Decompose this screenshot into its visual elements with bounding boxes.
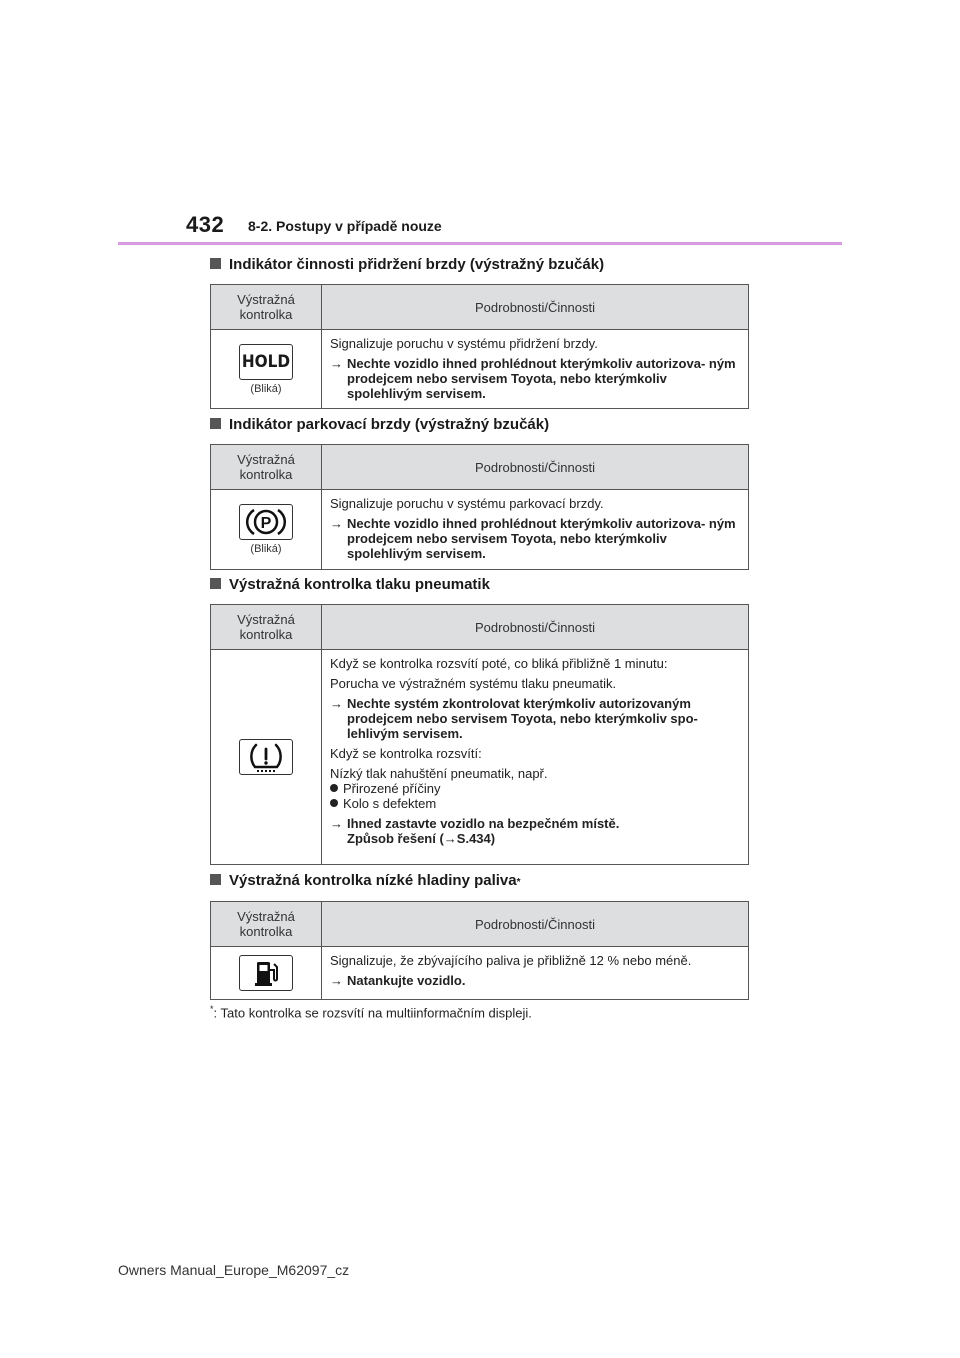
- page-reference-link[interactable]: S.434: [456, 831, 491, 846]
- table-header: [211, 605, 748, 650]
- description-text: Signalizuje poruchu v systému parkovací brzdy.: [330, 496, 604, 511]
- footer-text: Owners Manual_Europe_M62097_cz: [118, 1262, 350, 1278]
- action-text: Nechte vozidlo ihned prohlédnout kterýmkoliv autorizova- ným prodejcem nebo servisem Toyota, nebo kterýmkoliv spolehlivým servisem.: [347, 516, 736, 561]
- action-text: Natankujte vozidlo.: [347, 973, 466, 988]
- header-rule: [118, 242, 842, 245]
- square-bullet-icon: [210, 418, 221, 429]
- hold-icon-text: HOLD: [241, 351, 291, 372]
- solution-suffix: ): [490, 831, 496, 846]
- warning-table-parking: [210, 444, 749, 570]
- footnote-mark: *: [210, 1004, 214, 1014]
- table-row: [211, 947, 748, 999]
- action-line: [330, 356, 742, 401]
- square-bullet-icon: [210, 258, 221, 269]
- action-line: [330, 816, 742, 846]
- action-text: Nechte systém zkontrolovat kterýmkoliv autorizovaným prodejcem nebo servisem Toyota, nebo kterýmkoliv spo- lehlivým servisem.: [347, 696, 698, 741]
- arrow-icon: →: [443, 831, 457, 846]
- icon-caption: (Bliká): [250, 382, 282, 395]
- details-cell: [322, 650, 748, 864]
- parking-brake-svg: [245, 506, 287, 538]
- table-header: [211, 902, 748, 947]
- icon-caption: (Bliká): [250, 543, 282, 555]
- column-header-indicator: Výstražná kontrolka: [211, 605, 322, 649]
- bullet-dot-icon: [330, 784, 338, 792]
- column-header-indicator: Výstražná kontrolka: [211, 902, 322, 946]
- page-number: 432: [186, 212, 225, 237]
- square-bullet-icon: [210, 578, 221, 589]
- fuel-pump-svg: [251, 958, 281, 988]
- bullet-dot-icon: [330, 799, 338, 807]
- parking-brake-icon: [239, 504, 293, 540]
- indicator-cell: [211, 947, 322, 999]
- condition-text: Když se kontrolka rozsvítí poté, co bliká přibližně 1 minutu:: [330, 656, 668, 671]
- footnote-mark: *: [516, 877, 521, 888]
- indicator-cell: [211, 330, 322, 408]
- action-line: [330, 696, 742, 741]
- description-text: Signalizuje poruchu v systému přidržení brzdy.: [330, 336, 598, 351]
- hold-icon: [239, 344, 293, 380]
- description-text: Nízký tlak nahuštění pneumatik, např.: [330, 766, 548, 781]
- description-text: Porucha ve výstražném systému tlaku pneumatik.: [330, 676, 617, 691]
- arrow-icon: →: [330, 816, 343, 831]
- table-row: [211, 330, 748, 408]
- warning-table-tire: [210, 604, 749, 865]
- arrow-icon: →: [330, 696, 343, 711]
- condition-text: Když se kontrolka rozsvítí:: [330, 746, 482, 761]
- action-line: [330, 973, 742, 988]
- indicator-cell: [211, 650, 322, 864]
- details-cell: [322, 330, 748, 408]
- action-line: [330, 516, 742, 561]
- column-header-indicator: Výstražná kontrolka: [211, 445, 322, 489]
- tire-pressure-icon: [239, 739, 293, 775]
- arrow-icon: →: [330, 516, 343, 531]
- column-header-details: Podrobnosti/Činnosti: [475, 299, 595, 315]
- table-header: [211, 445, 748, 490]
- square-bullet-icon: [210, 874, 221, 885]
- action-text: Nechte vozidlo ihned prohlédnout kterýmkoliv autorizova- ným prodejcem nebo servisem Toyota, nebo kterýmkoliv spolehlivým servisem.: [347, 356, 736, 401]
- column-header-details: Podrobnosti/Činnosti: [475, 619, 595, 635]
- description-text: Signalizuje, že zbývajícího paliva je přibližně 12 % nebo méně.: [330, 953, 692, 968]
- section-heading-tire: Výstražná kontrolka tlaku pneumatik: [210, 576, 490, 593]
- section-heading-hold: Indikátor činnosti přidržení brzdy (výstražný bzučák): [210, 256, 604, 273]
- table-row: [211, 490, 748, 569]
- column-header-indicator: Výstražná kontrolka: [211, 285, 322, 329]
- chapter-title: 8-2. Postupy v případě nouze: [248, 218, 442, 234]
- list-item: Kolo s defektem: [330, 796, 742, 811]
- warning-table-fuel: [210, 901, 749, 1000]
- details-cell: [322, 490, 748, 569]
- column-header-details: Podrobnosti/Činnosti: [475, 916, 595, 932]
- section-heading-parking: Indikátor parkovací brzdy (výstražný bzučák): [210, 416, 549, 433]
- arrow-icon: →: [330, 973, 343, 988]
- parking-letter: P: [260, 515, 272, 532]
- arrow-icon: →: [330, 356, 343, 371]
- solution-prefix: Způsob řešení (: [347, 831, 444, 846]
- table-header: [211, 285, 748, 330]
- list-item: Přirozené příčiny: [330, 781, 742, 796]
- fuel-pump-icon: [239, 955, 293, 991]
- action-text: Ihned zastavte vozidlo na bezpečném místě.: [347, 816, 620, 831]
- warning-table-hold: [210, 284, 749, 409]
- details-cell: [322, 947, 748, 999]
- section-heading-fuel: Výstražná kontrolka nízké hladiny paliva *: [210, 872, 521, 889]
- column-header-details: Podrobnosti/Činnosti: [475, 459, 595, 475]
- tire-pressure-svg: [246, 741, 286, 773]
- table-row: [211, 650, 748, 864]
- footnote-text: : Tato kontrolka se rozsvítí na multiinformačním displeji.: [213, 1005, 532, 1021]
- footnote: [210, 1004, 532, 1020]
- indicator-cell: [211, 490, 322, 569]
